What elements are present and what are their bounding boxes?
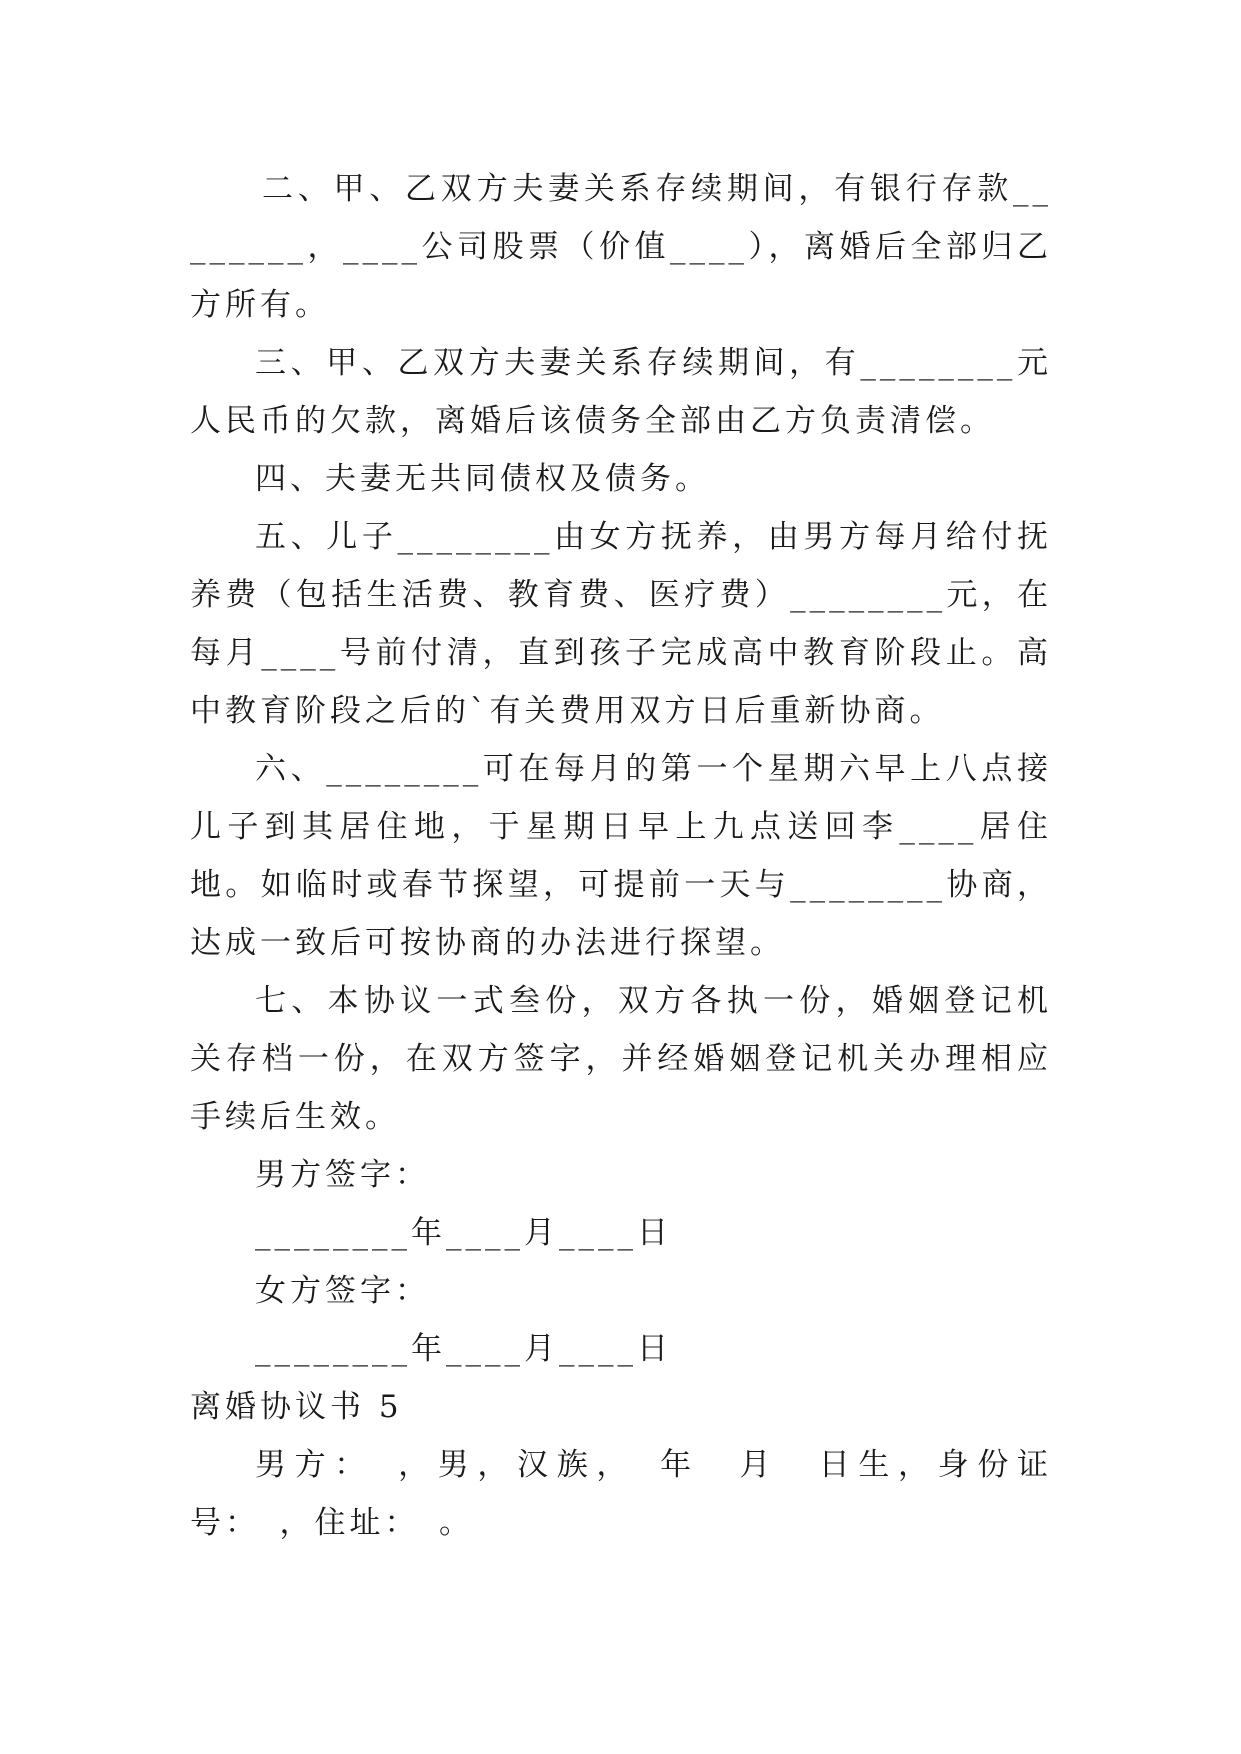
- clause-two: 二、甲、乙双方夫妻关系存续期间，有银行存款________，____公司股票（价值____），离婚后全部归乙方所有。: [190, 171, 1052, 323]
- clause-six: 六、________可在每月的第一个星期六早上八点接儿子到其居住地，于星期日早上九点送回李____居住地。如临时或春节探望，可提前一天与________协商，达成一致后可按协商的办法进行探望。: [190, 751, 1052, 961]
- party-male-info: 男方： ，男，汉族， 年 月 日生，身份证号： ，住址： 。: [190, 1447, 1052, 1541]
- male-signature-label: 男方签字：: [255, 1157, 430, 1193]
- clause-four: 四、夫妻无共同债权及债务。: [255, 461, 710, 497]
- female-signature-label: 女方签字：: [255, 1273, 430, 1309]
- clause-five: 五、儿子________由女方抚养，由男方每月给付抚养费（包括生活费、教育费、医疗费）________元，在每月____号前付清，直到孩子完成高中教育阶段止。高中教育阶段之后的`有关费用双方日后重新协商。: [190, 519, 1052, 729]
- clause-seven: 七、本协议一式叁份，双方各执一份，婚姻登记机关存档一份，在双方签字，并经婚姻登记机关办理相应手续后生效。: [190, 983, 1052, 1135]
- female-signature-date: ________年____月____日: [255, 1331, 672, 1367]
- section-title: 离婚协议书 5: [190, 1389, 403, 1425]
- male-signature-date: ________年____月____日: [255, 1215, 672, 1251]
- clause-three: 三、甲、乙双方夫妻关系存续期间，有________元人民币的欠款，离婚后该债务全部由乙方负责清偿。: [190, 345, 1052, 439]
- document-page: [190, 160, 1052, 1552]
